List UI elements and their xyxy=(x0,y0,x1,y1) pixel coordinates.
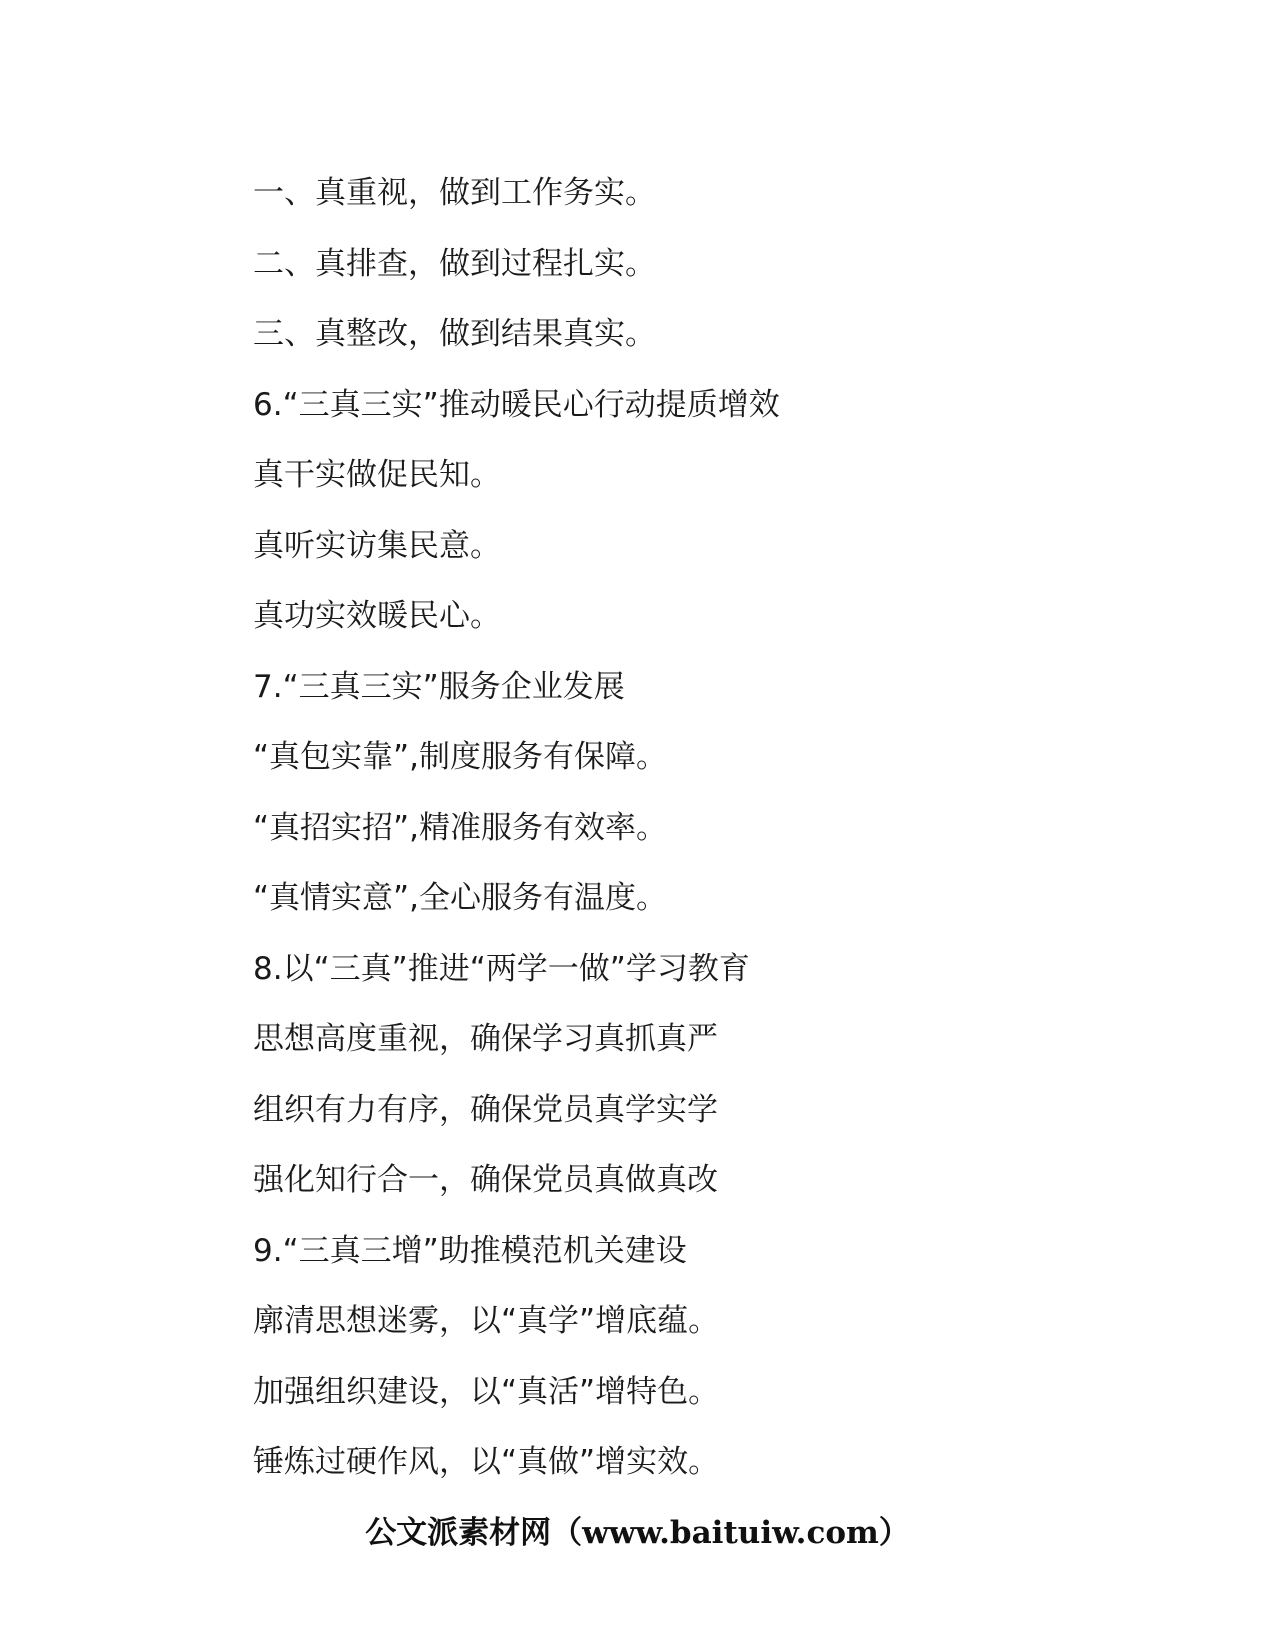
text-line: 强化知行合一，确保党员真做真改 xyxy=(253,1162,718,1198)
section-heading: 9.“三真三增”助推模范机关建设 xyxy=(253,1232,687,1269)
section-heading: 8.以“三真”推进“两学一做”学习教育 xyxy=(253,950,750,987)
text-line: “真招实招”,精准服务有效率。 xyxy=(253,809,667,846)
section-heading: 6.“三真三实”推动暖民心行动提质增效 xyxy=(253,386,780,423)
text-line: 组织有力有序，确保党员真学实学 xyxy=(253,1091,718,1128)
text-line: 真听实访集民意。 xyxy=(253,527,501,564)
text-line: 真干实做促民知。 xyxy=(253,457,501,493)
document-body xyxy=(253,158,1013,1498)
text-line: 锤炼过硬作风，以“真做”增实效。 xyxy=(253,1444,720,1480)
page-footer: 公文派素材网（www.baituiw.com） xyxy=(365,1515,910,1551)
text-line: “真情实意”,全心服务有温度。 xyxy=(253,880,667,916)
text-line: “真包实靠”,制度服务有保障。 xyxy=(253,739,667,775)
text-line: 廓清思想迷雾，以“真学”增底蕴。 xyxy=(253,1303,720,1339)
text-line: 真功实效暖民心。 xyxy=(253,598,501,634)
text-line: 思想高度重视，确保学习真抓真严 xyxy=(253,1021,718,1057)
text-line: 加强组织建设，以“真活”增特色。 xyxy=(253,1373,720,1410)
text-line: 二、真排查，做到过程扎实。 xyxy=(253,245,656,282)
text-line: 三、真整改，做到结果真实。 xyxy=(253,316,656,352)
text-line: 一、真重视，做到工作务实。 xyxy=(253,175,656,211)
section-heading: 7.“三真三实”服务企业发展 xyxy=(253,668,625,705)
